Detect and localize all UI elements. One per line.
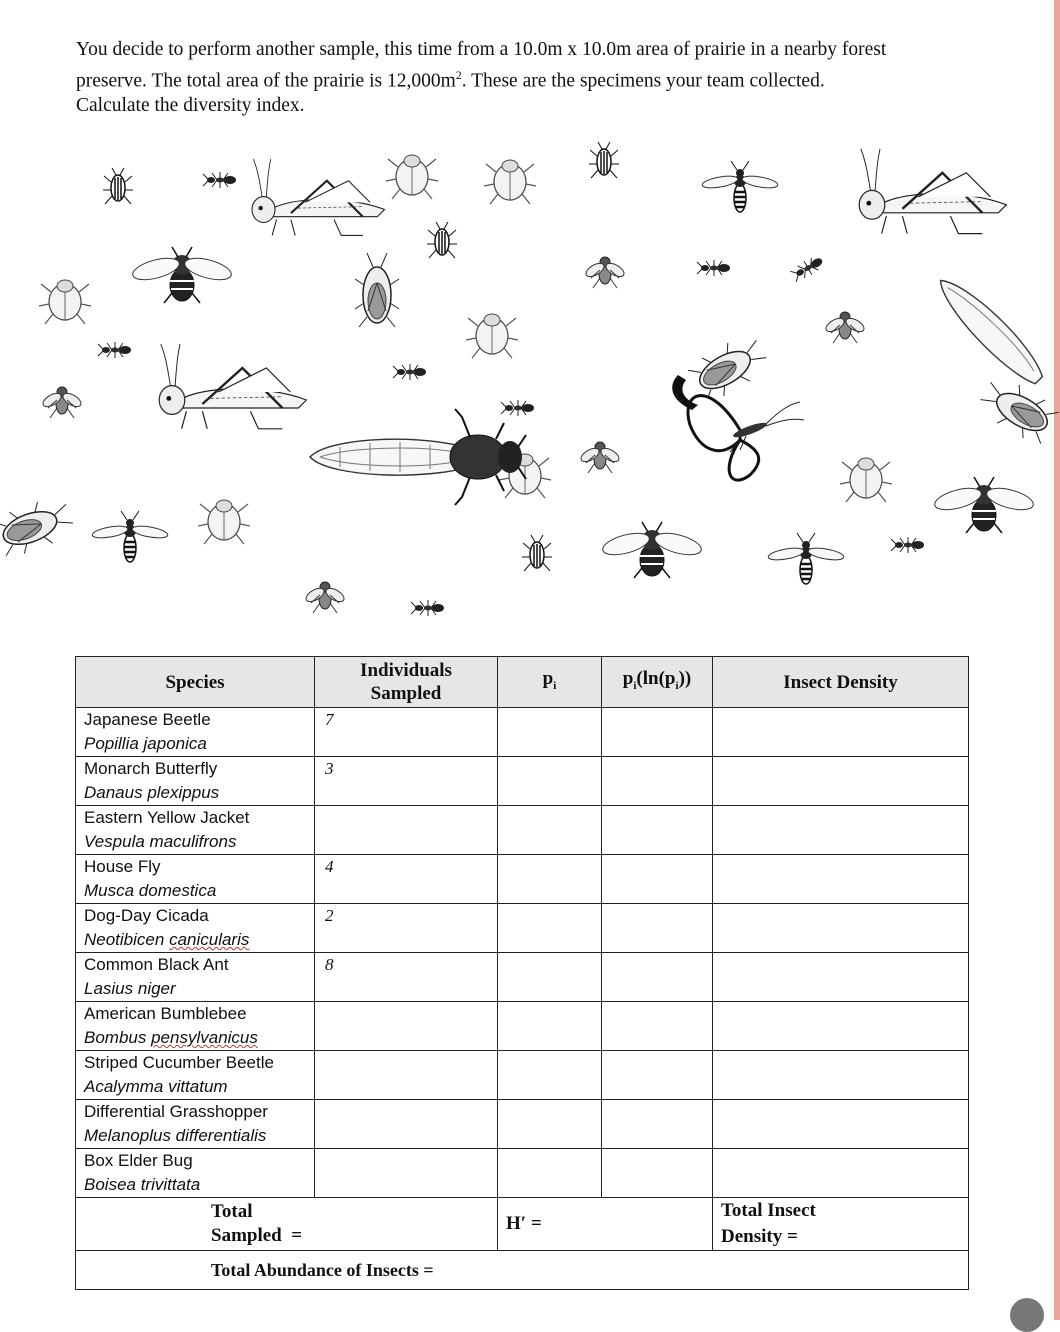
individuals-cell[interactable] (315, 806, 498, 855)
table-row (76, 757, 969, 806)
pi-ln-pi-cell[interactable] (602, 953, 713, 1002)
density-cell[interactable] (713, 855, 969, 904)
table-row (76, 855, 969, 904)
total-sampled-cell[interactable] (76, 1198, 498, 1251)
totals-row (76, 1198, 969, 1251)
density-cell[interactable] (713, 1100, 969, 1149)
table-row (76, 1149, 969, 1198)
individuals-cell[interactable] (315, 1002, 498, 1051)
species-scientific-name: Lasius niger (84, 979, 176, 998)
header-piln-sub2: i (675, 679, 679, 692)
species-cell (76, 904, 315, 953)
pi-cell[interactable] (498, 1100, 602, 1149)
individuals-cell[interactable]: 8 (315, 953, 498, 1002)
table-row (76, 1051, 969, 1100)
density-cell[interactable] (713, 757, 969, 806)
table-row (76, 953, 969, 1002)
header-individuals (315, 657, 498, 708)
table-row (76, 1002, 969, 1051)
species-common-name: Differential Grasshopper (84, 1102, 268, 1121)
density-cell[interactable] (713, 953, 969, 1002)
pi-cell[interactable] (498, 708, 602, 757)
diversity-table (75, 656, 969, 1290)
pi-ln-pi-cell[interactable] (602, 806, 713, 855)
species-cell (76, 806, 315, 855)
pi-ln-pi-cell[interactable] (602, 855, 713, 904)
individuals-cell[interactable] (315, 1051, 498, 1100)
total-density-label-1: Total Insect (721, 1200, 816, 1221)
individuals-cell[interactable]: 3 (315, 757, 498, 806)
pi-cell[interactable] (498, 806, 602, 855)
species-common-name: House Fly (84, 857, 161, 876)
pi-ln-pi-cell[interactable] (602, 708, 713, 757)
header-pi-p: p (542, 667, 554, 689)
species-cell (76, 1149, 315, 1198)
species-scientific-name: Musca domestica (84, 881, 217, 900)
squared-superscript: 2 (455, 67, 462, 82)
species-cell (76, 1002, 315, 1051)
header-insect-density: Insect Density (713, 657, 969, 708)
total-sampled-label-1: Total (211, 1201, 253, 1222)
floating-action-icon[interactable] (1010, 1298, 1044, 1332)
species-scientific-name: Danaus plexippus (84, 783, 220, 802)
header-piln-ln: (ln(p (636, 667, 676, 689)
density-cell[interactable] (713, 806, 969, 855)
h-prime-cell[interactable] (498, 1198, 713, 1251)
h-prime-label: H′ = (506, 1213, 542, 1234)
species-common-name: Common Black Ant (84, 955, 229, 974)
individuals-cell[interactable]: 7 (315, 708, 498, 757)
individuals-cell[interactable] (315, 1149, 498, 1198)
header-pi-ln-pi (602, 657, 713, 708)
problem-statement (76, 38, 976, 118)
species-cell (76, 1051, 315, 1100)
total-sampled-equals: = (291, 1225, 303, 1246)
species-scientific-name: Popillia japonica (84, 734, 207, 753)
species-common-name: Monarch Butterfly (84, 759, 218, 778)
pi-ln-pi-cell[interactable] (602, 1149, 713, 1198)
species-scientific-name (84, 928, 314, 952)
total-density-label-2: Density = (721, 1226, 798, 1247)
abundance-row (76, 1251, 969, 1290)
total-density-cell[interactable] (713, 1198, 969, 1251)
pi-cell[interactable] (498, 1002, 602, 1051)
density-cell[interactable] (713, 1051, 969, 1100)
pi-cell[interactable] (498, 855, 602, 904)
header-piln-p: p (622, 667, 634, 689)
header-piln-sub1: i (633, 679, 637, 692)
header-pi (498, 657, 602, 708)
pi-ln-pi-cell[interactable] (602, 757, 713, 806)
pi-ln-pi-cell[interactable] (602, 1002, 713, 1051)
intro-line-1: You decide to perform another sample, this time from a 10.0m x 10.0m area of prairie in a nearby forest (76, 39, 887, 60)
table-row (76, 904, 969, 953)
header-species: Species (76, 657, 315, 708)
pi-cell[interactable] (498, 953, 602, 1002)
species-common-name: Japanese Beetle (84, 710, 211, 729)
pi-ln-pi-cell[interactable] (602, 904, 713, 953)
density-cell[interactable] (713, 1002, 969, 1051)
density-cell[interactable] (713, 708, 969, 757)
density-cell[interactable] (713, 1149, 969, 1198)
pi-ln-pi-cell[interactable] (602, 1051, 713, 1100)
intro-line-2 (76, 63, 976, 94)
header-piln-close: )) (678, 667, 692, 689)
table-row (76, 1100, 969, 1149)
header-individuals-line2: Sampled (370, 683, 442, 704)
pi-ln-pi-cell[interactable] (602, 1100, 713, 1149)
intro-line-3: Calculate the diversity index. (76, 94, 305, 116)
species-cell (76, 953, 315, 1002)
scientific-epithet-spellcheck: pensylvanicus (151, 1028, 258, 1047)
header-individuals-line1: Individuals (360, 660, 452, 681)
species-cell (76, 1100, 315, 1149)
total-abundance-cell[interactable] (76, 1251, 969, 1290)
species-common-name: Dog-Day Cicada (84, 906, 209, 925)
total-sampled-label-2: Sampled (211, 1225, 282, 1246)
header-row (76, 657, 969, 708)
pi-cell[interactable] (498, 757, 602, 806)
pi-cell[interactable] (498, 904, 602, 953)
scientific-epithet-spellcheck: canicularis (169, 930, 250, 949)
species-scientific-name: Boisea trivittata (84, 1175, 201, 1194)
pi-cell[interactable] (498, 1149, 602, 1198)
individuals-cell[interactable] (315, 1100, 498, 1149)
species-scientific-name: Melanoplus differentialis (84, 1126, 267, 1145)
intro-line-2-end: . These are the specimens your team collected. (461, 70, 825, 91)
table-row (76, 806, 969, 855)
scientific-genus: Bombus (84, 1028, 152, 1047)
species-scientific-name (84, 1026, 314, 1050)
total-abundance-label: Total Abundance of Insects = (211, 1259, 434, 1280)
intro-line-2-text: preserve. The total area of the prairie is 12,000m (76, 70, 456, 91)
density-cell[interactable] (713, 904, 969, 953)
species-common-name: American Bumblebee (84, 1004, 247, 1023)
species-common-name: Striped Cucumber Beetle (84, 1053, 274, 1072)
individuals-cell[interactable]: 4 (315, 855, 498, 904)
species-cell (76, 757, 315, 806)
header-pi-sub: i (553, 679, 557, 692)
species-common-name: Box Elder Bug (84, 1151, 193, 1170)
species-common-name: Eastern Yellow Jacket (84, 808, 250, 827)
species-cell (76, 855, 315, 904)
species-scientific-name: Acalymma vittatum (84, 1077, 228, 1096)
pi-cell[interactable] (498, 1051, 602, 1100)
individuals-cell[interactable]: 2 (315, 904, 498, 953)
species-scientific-name: Vespula maculifrons (84, 832, 237, 851)
species-cell (76, 708, 315, 757)
insect-illustrations (0, 130, 1060, 640)
scientific-genus: Neotibicen (84, 930, 170, 949)
table-row (76, 708, 969, 757)
